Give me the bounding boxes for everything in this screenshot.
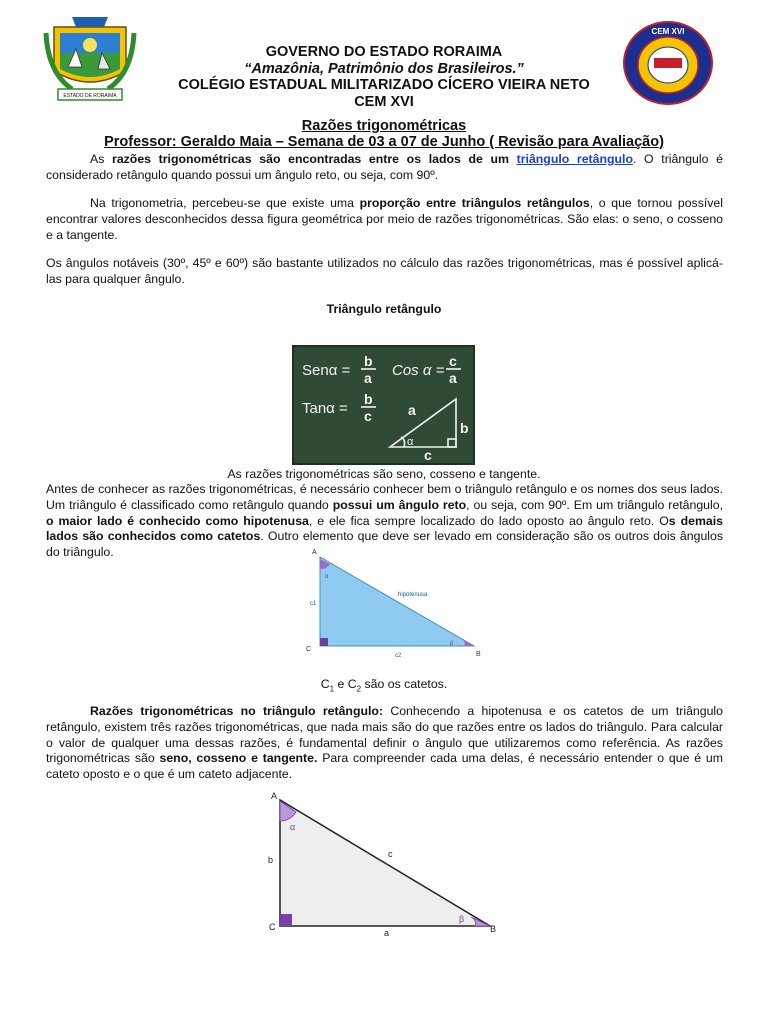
svg-text:b: b [364, 353, 373, 369]
svg-text:b: b [460, 420, 469, 436]
paragraph-ratios: Razões trigonométricas no triângulo retângulo: Conhecendo a hipotenusa e os catetos de um triângulo retângulo, existem três razões trigonométricas, que nada mais são do que razões entre os lados do triângulo. Para calcular o valor de qualquer uma dessas razões, é fundamental definir o ângulo que utilizaremos como referência. As razões trigonométricas são seno, cosseno e tangente. Para compreender cada uma delas, é necessário entender o que é um cateto oposto e o que é um cateto adjacente. [46, 704, 724, 782]
svg-text:c: c [449, 353, 457, 369]
document-subtitle: Professor: Geraldo Maia – Semana de 03 a 07 de Junho ( Revisão para Avaliação) [104, 134, 664, 150]
chalkboard-formulas-image [292, 345, 475, 465]
tri1-alpha: α [325, 574, 329, 580]
paragraph-notable-angles: Os ângulos notáveis (30º, 45º e 60º) são bastante utilizados no cálculo das razões trigonométricas, mas é possível aplicá-las para qualquer ângulo. [46, 256, 723, 286]
roraima-crest-logo [42, 13, 138, 105]
caption-catetos: $C_1$ e $C_2$ são os catetos. [320, 677, 448, 694]
tri1-hypotenuse-label: hipotenusa [398, 592, 428, 598]
caption-board: As razões trigonométricas são seno, cosseno e tangente. [227, 467, 541, 481]
header-cem: CEM XVI [354, 93, 414, 110]
header-motto: “Amazônia, Patrimônio dos Brasileiros.” [244, 60, 524, 77]
right-logo-text: CEM XVI [651, 27, 685, 36]
left-logo-text: ESTADO DE RORAIMA [63, 93, 117, 99]
paragraph-hypotenuse: Antes de conhecer as razões trigonométricas, é necessário conhecer bem o triângulo retângulo e os nomes dos seus lados. Um triângulo é classificado como retângulo quando possui um ângulo reto, ou seja, com 90º. Em um triângulo retângulo, o maior lado é conhecido como hipotenusa, e ele fica sempre localizado do lado oposto ao ângulo reto. Os demais lados são conhecidos como catetos. Outro elemento que deve ser levado em consideração são os outros dois ângulos do triângulo. [46, 482, 724, 560]
svg-text:α: α [407, 436, 414, 448]
tri2-side-c: c [388, 849, 393, 859]
tri1-beta: β [450, 641, 454, 647]
tri2-vertex-c: C [269, 922, 276, 932]
tri1-cateto-c2: c2 [395, 653, 402, 659]
cos-formula-label: Cos α = [392, 362, 445, 379]
triangle-abc-figure [258, 788, 514, 936]
tri2-side-a: a [384, 928, 390, 936]
tri1-cateto-c1: c1 [310, 601, 317, 607]
tri1-vertex-a: A [312, 549, 317, 556]
tri2-beta: β [459, 914, 465, 924]
section-heading: Triângulo retângulo [326, 302, 442, 316]
sen-formula-label: Senα = [302, 362, 351, 379]
tri2-vertex-a: A [271, 791, 278, 801]
tri2-side-b: b [268, 855, 274, 865]
tri1-vertex-b: B [476, 651, 481, 658]
tri1-vertex-c: C [306, 646, 312, 653]
paragraph-intro: As razões trigonométricas são encontradas entre os lados de um triângulo retângulo. O triângulo é considerado retângulo quando possui um ângulo reto, ou seja, com 90º. [46, 152, 723, 182]
svg-text:c: c [424, 447, 432, 463]
svg-text:c: c [364, 408, 372, 424]
cem-xvi-badge-logo [622, 20, 714, 106]
school-header [140, 44, 628, 110]
document-title: Razões trigonométricas [301, 118, 467, 134]
tri2-vertex-b: B [490, 924, 497, 934]
header-government: GOVERNO DO ESTADO RORAIMA [265, 44, 503, 60]
link-triangulo-retangulo[interactable]: triângulo retângulo [516, 152, 633, 166]
tri2-alpha: α [290, 822, 296, 832]
tan-formula-label: Tanα = [302, 400, 348, 417]
svg-text:a: a [449, 370, 457, 386]
header-school: COLÉGIO ESTADUAL MILITARIZADO CÍCERO VIEIRA NETO [178, 77, 590, 93]
svg-text:b: b [364, 391, 373, 407]
svg-text:a: a [364, 370, 372, 386]
svg-text:a: a [408, 402, 416, 418]
triangle-catetos-figure [298, 545, 484, 665]
paragraph-proportion: Na trigonometria, percebeu-se que existe uma proporção entre triângulos retângulos, o que tornou possível encontrar valores desconhecidos dessa figura geométrica por meio de razões trigonométricas. São elas: o seno, o cosseno e a tangente. [46, 196, 723, 242]
